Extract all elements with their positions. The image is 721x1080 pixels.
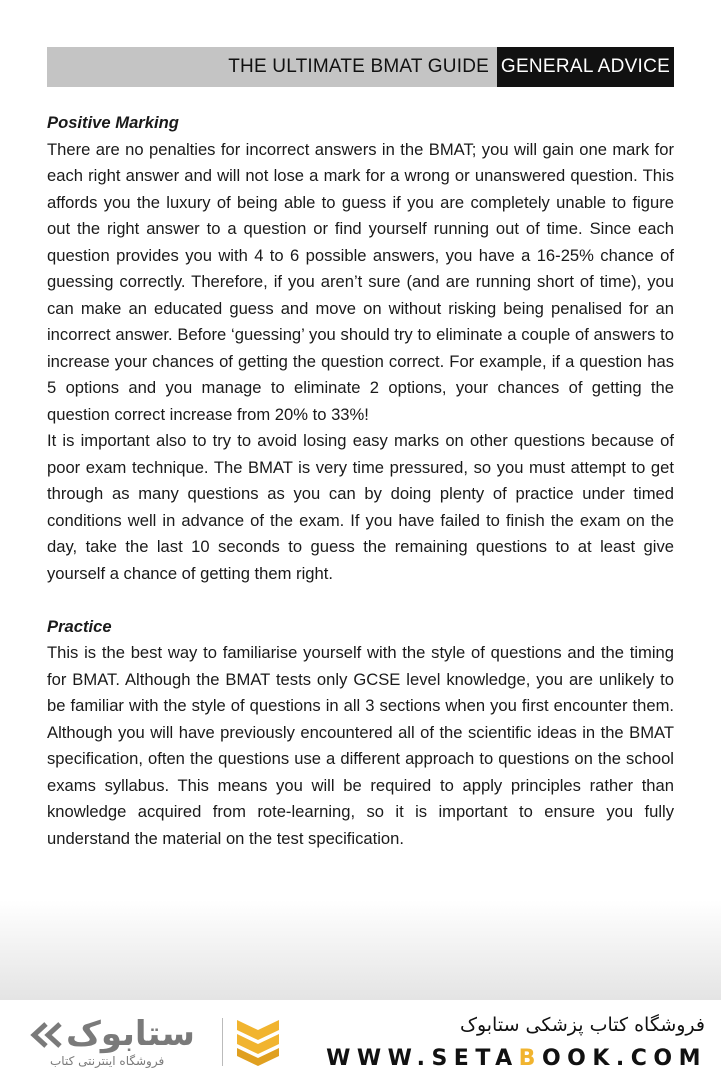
double-chevron-icon <box>30 1022 64 1048</box>
store-name: فروشگاه کتاب پزشکی ستابوک <box>459 1014 705 1036</box>
watermark-footer <box>0 1000 721 1080</box>
guide-title: THE ULTIMATE BMAT GUIDE <box>47 47 497 87</box>
paragraph: There are no penalties for incorrect answers in the BMAT; you will gain one mark for each right answer and will not lose a mark for a wrong or unanswered question. This affords you the luxury of being able to guess if you are completely unable to figure out the right answer to a question or find yourself running out of time. Since each question provides you with 4 to 6 possible answers, you have a 16-25% chance of guessing correctly. Therefore, if you aren’t sure (and are running short of time), you can make an educated guess and move on without risking being penalised for an incorrect answer. Before ‘guessing’ you should try to eliminate a couple of answers to increase your chances of getting the question correct. For example, if a question has 5 options and you manage to eliminate 2 options, your chances of getting the question correct increase from 20% to 33%! <box>47 139 674 424</box>
heading-practice: Practice <box>47 616 112 636</box>
store-url <box>326 1046 707 1071</box>
section-title: GENERAL ADVICE <box>497 47 674 87</box>
url-accent: B <box>518 1046 542 1071</box>
paragraph: This is the best way to familiarise yourself with the style of questions and the timing for BMAT. Although the BMAT tests only GCSE level knowledge, you are unlikely to be familiar with the style of questions in all 3 sections when you first encounter them. Although you will have previously encountered all of the scientific ideas in the BMAT specification, often the questions use a different approach to questions on the school exams syllabus. This means you will be required to apply principles rather than knowledge acquired from rote-learning, so it is important to ensure you fully understand the material on the test specification. <box>47 643 674 848</box>
logo-text: ستابوک <box>66 1014 195 1054</box>
url-prefix: WWW.SETA <box>326 1046 519 1071</box>
logo-divider <box>222 1018 223 1066</box>
section-spacer <box>47 587 674 614</box>
paragraph: It is important also to try to avoid losing easy marks on other questions because of poor exam technique. The BMAT is very time pressured, so you must attempt to get through as many questions as you can by doing plenty of practice under timed conditions well in advance of the exam. If you have failed to finish the exam on the day, take the last 10 seconds to guess the remaining questions to at least give yourself a chance of getting them right. <box>47 431 674 583</box>
logo-subtitle: فروشگاه اینترنتی کتاب <box>50 1054 165 1068</box>
setabook-logo <box>30 1014 280 1070</box>
page-body <box>47 110 674 852</box>
book-chevron-icon <box>235 1016 281 1068</box>
heading-positive-marking: Positive Marking <box>47 113 179 132</box>
running-header <box>47 47 674 87</box>
url-suffix: OOK.COM <box>541 1046 707 1071</box>
